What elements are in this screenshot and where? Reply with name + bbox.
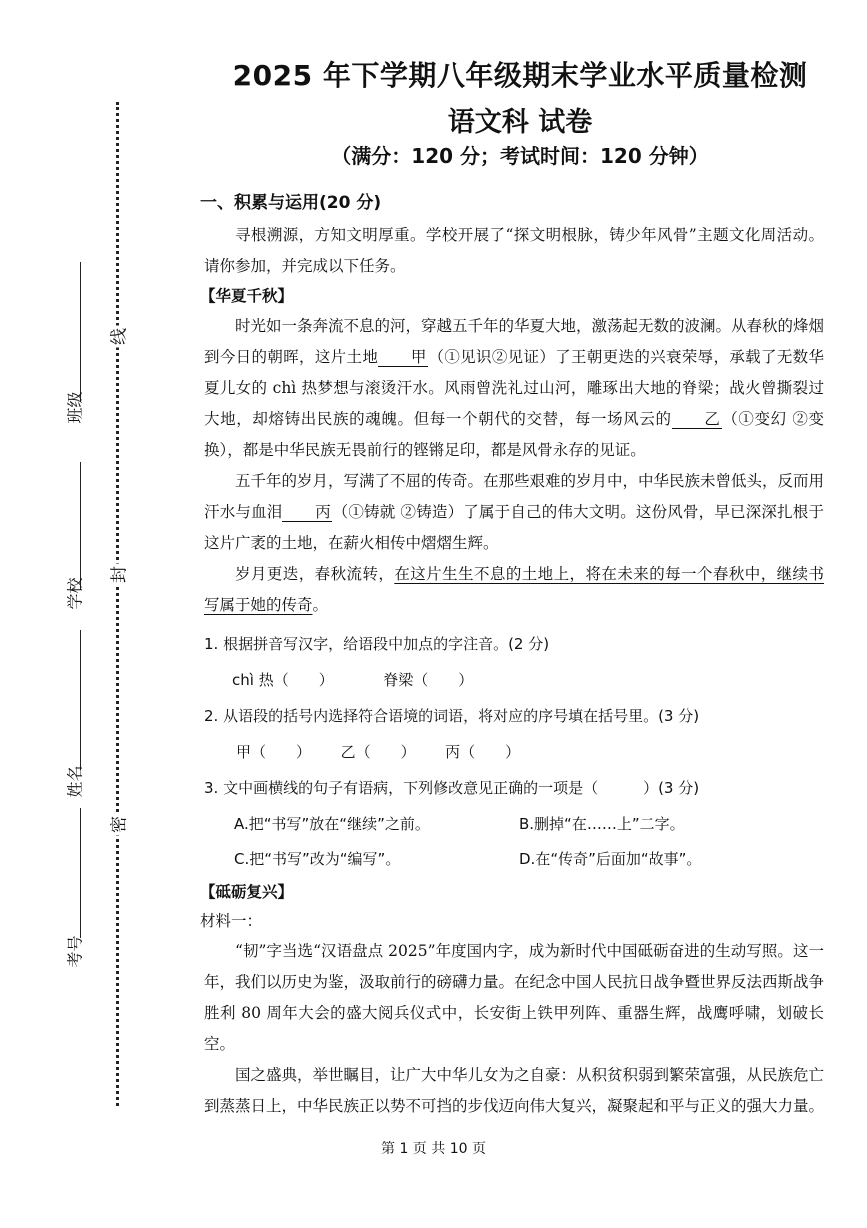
class-fill-line [80,262,81,402]
school-fill-line [80,462,81,590]
material-1-label: 材料一： [200,912,263,930]
seal-char-xian: 线 [105,326,130,348]
q1-answer-jiliang[interactable]: 脊梁（ ） [383,671,474,689]
exam-title: 2025 年下学期八年级期末学业水平质量检测 [232,59,808,92]
underlined-sentence: 在这片生生不息的土地上，将在未来的每一个春秋中，继续书写属于她的传奇 [204,565,824,614]
q3-option-c[interactable]: C.把“书写”改为“编写”。 [234,850,401,868]
name-fill-line [80,630,81,770]
material-1-paragraph-1: “韧”字当选“汉语盘点 2025”年度国内字，成为新时代中国砥砺奋进的生动写照。这一年，我们以历史为鉴，汲取前行的磅礴力量。在纪念中国人民抗日战争暨世界反法西斯战争胜利 80 周年大会的盛大阅兵仪式中，长安街上铁甲列阵、重器生辉，战鹰呼啸，划破长空。 [204,942,825,1053]
seal-char-feng: 封 [105,564,130,586]
material-1-paragraph-2: 国之盛典，举世瞩目，让广大中华儿女为之自豪：从积贫积弱到繁荣富强，从民族危亡到蒸蒸日上，中华民族正以势不可挡的步伐迈向伟大复兴，凝聚起和平与正义的强大力量。 [204,1066,825,1115]
q3-option-d[interactable]: D.在“传奇”后面加“故事”。 [519,850,702,868]
class-label: 班级 [65,391,85,424]
passage-paragraph-1: 时光如一条奔流不息的河，穿越五千年的华夏大地，激荡起无数的波澜。从春秋的烽烟到今日的朝晖，这片土地 甲 （①见识②见证）了王朝更迭的兴衰荣辱，承载了无数华夏儿女的 chì 热梦想与滚烫汗水。风雨曾洗礼过山河，雕琢出大地的脊梁；战火曾撕裂过大地，却熔铸出民族的魂魄。但每一个朝代的交替，每一场风云的 乙 （①变幻 ②变换），都是中华民族无畏前行的铿锵足印，都是风骨永存的见证。 [204,317,825,459]
school-label: 学校 [65,577,85,610]
name-label: 姓名 [65,765,85,798]
q3-option-a[interactable]: A.把“书写”放在“继续”之前。 [234,815,430,833]
q2-answer-yi[interactable]: 乙（ ） [340,743,416,761]
q2-answer-bing[interactable]: 丙（ ） [445,743,521,761]
binding-dotted-line [116,102,119,1106]
q2-answer-jia[interactable]: 甲（ ） [236,743,312,761]
part-1-heading: 【华夏千秋】 [200,287,294,305]
intro-paragraph: 寻根溯源，方知文明厚重。学校开展了“探文明根脉，铸少年风骨”主题文化周活动。请你参加，并完成以下任务。 [204,226,824,275]
part-2-heading: 【砥砺复兴】 [200,883,294,901]
blank-jia: 甲 [378,348,428,367]
question-3-options-row-2 [234,848,824,869]
question-1-answers [232,669,824,691]
exam-subject: 语文科 试卷 [447,107,593,138]
exam-number-fill-line [80,808,81,938]
seal-char-mi: 密 [105,814,130,836]
q1-answer-chi[interactable]: chì 热（ ） [232,671,334,689]
passage-paragraph-3: 岁月更迭，春秋流转，在这片生生不息的土地上，将在未来的每一个春秋中，继续书写属于她的传奇。 [204,565,824,614]
blank-bing: 丙 [282,503,332,522]
question-3-options-row-1 [234,813,824,834]
q3-option-b[interactable]: B.删掉“在……上”二字。 [519,815,685,833]
question-2: 2. 从语段的括号内选择符合语境的词语，将对应的序号填在括号里。(3 分) [204,707,700,725]
question-2-answers [236,741,824,763]
section-1-heading: 一、积累与运用(20 分) [200,193,382,213]
question-1: 1. 根据拼音写汉字，给语段中加点的字注音。(2 分) [204,635,550,653]
section-1 [200,188,825,1122]
exam-meta: （满分：120 分；考试时间：120 分钟） [331,144,709,168]
page-footer: 第 1 页 共 10 页 [381,1141,486,1157]
blank-yi: 乙 [672,410,722,429]
exam-number-label: 考号 [65,935,85,968]
passage-paragraph-2: 五千年的岁月，写满了不屈的传奇。在那些艰难的岁月中，中华民族未曾低头，反而用汗水与血泪 丙 （①铸就 ②铸造）了属于自己的伟大文明。这份风骨，早已深深扎根于这片广袤的土地，在薪火相传中熠熠生辉。 [204,472,825,552]
question-3: 3. 文中画横线的句子有语病，下列修改意见正确的一项是（ ）(3 分) [204,779,700,797]
